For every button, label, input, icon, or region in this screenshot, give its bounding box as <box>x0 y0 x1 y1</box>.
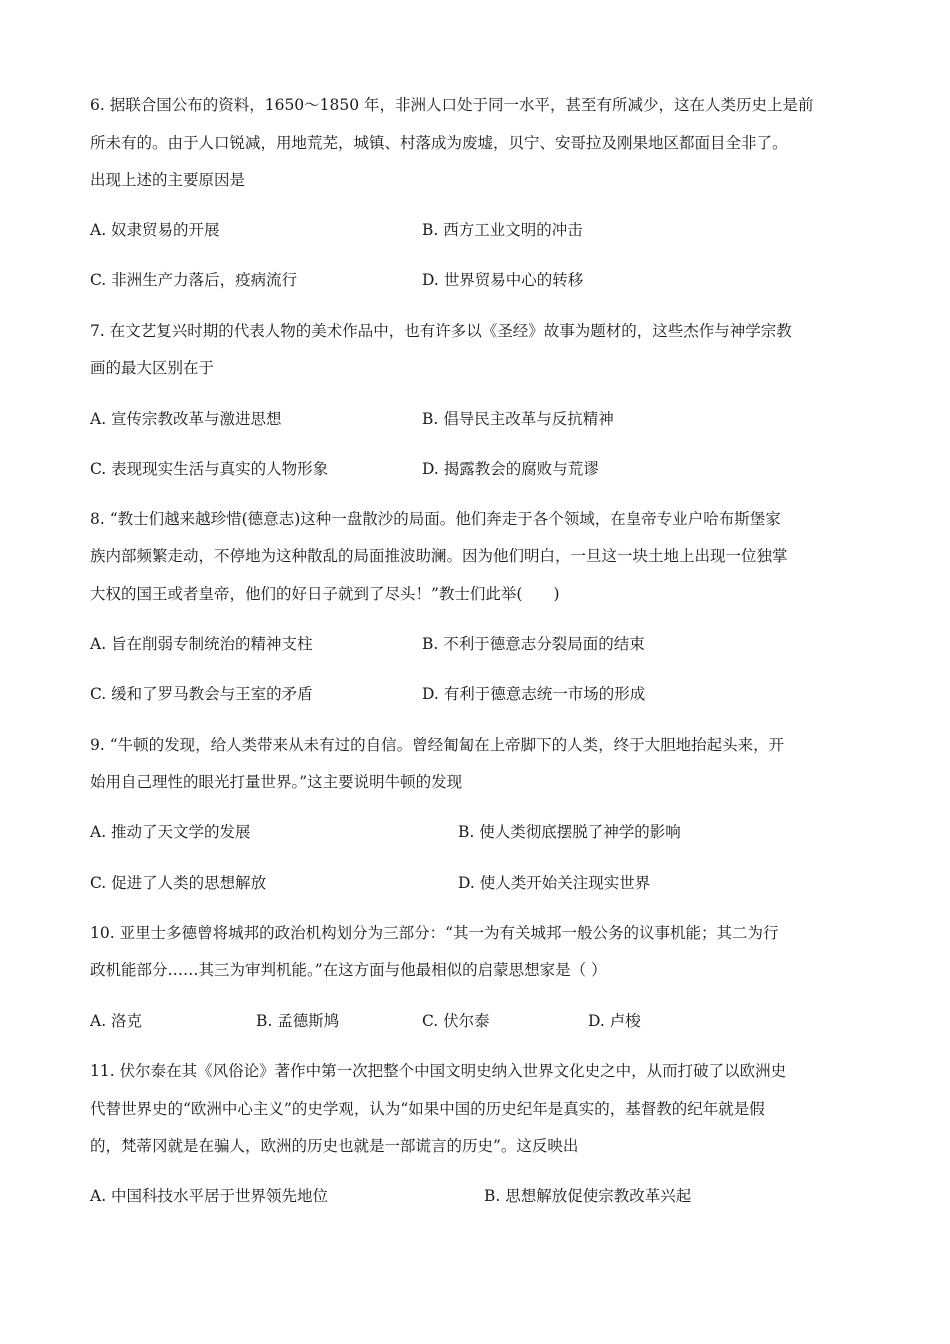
q6-option-c: C. 非洲生产力落后，疫病流行 <box>90 271 298 289</box>
q8-option-d: D. 有利于德意志统一市场的形成 <box>422 685 646 703</box>
q11-line-3: 的，梵蒂冈就是在骗人，欧洲的历史也就是一部谎言的历史”。这反映出 <box>90 1137 579 1155</box>
q7-option-b: B. 倡导民主改革与反抗精神 <box>422 410 614 428</box>
q10-option-c: C. 伏尔泰 <box>422 1012 490 1030</box>
q8-option-a: A. 旨在削弱专制统治的精神支柱 <box>90 635 313 653</box>
q6-option-a: A. 奴隶贸易的开展 <box>90 221 220 239</box>
q7-option-a: A. 宣传宗教改革与激进思想 <box>90 410 282 428</box>
q7-option-c: C. 表现现实生活与真实的人物形象 <box>90 460 329 478</box>
q10-line-2: 政机能部分……其三为审判机能。”在这方面与他最相似的启蒙思想家是（ ） <box>90 961 607 979</box>
q9-option-d: D. 使人类开始关注现实世界 <box>458 874 651 892</box>
q8-line-2: 族内部频繁走动，不停地为这种散乱的局面推波助澜。因为他们明白，一旦这一块土地上出现一位独掌 <box>90 547 788 565</box>
q10-line-1: 10. 亚里士多德曾将城邦的政治机构划分为三部分：“其一为有关城邦一般公务的议事机能；其二为行 <box>90 924 779 942</box>
q6-line-1: 6. 据联合国公布的资料，1650～1850 年，非洲人口处于同一水平，甚至有所减少，这在人类历史上是前 <box>90 96 814 114</box>
q7-option-d: D. 揭露教会的腐败与荒谬 <box>422 460 599 478</box>
q6-line-3: 出现上述的主要原因是 <box>90 171 246 189</box>
q11-option-a: A. 中国科技水平居于世界领先地位 <box>90 1187 329 1205</box>
q6-line-2: 所未有的。由于人口锐减，用地荒芜，城镇、村落成为废墟，贝宁、安哥拉及刚果地区都面目全非了。 <box>90 134 788 152</box>
q8-option-c: C. 缓和了罗马教会与王室的矛盾 <box>90 685 313 703</box>
q6-option-b: B. 西方工业文明的冲击 <box>422 221 583 239</box>
q10-option-a: A. 洛克 <box>90 1012 143 1030</box>
q8-option-b: B. 不利于德意志分裂局面的结束 <box>422 635 645 653</box>
q8-line-3: 大权的国王或者皇帝，他们的好日子就到了尽头！”教士们此举( ) <box>90 585 560 603</box>
q9-option-a: A. 推动了天文学的发展 <box>90 823 251 841</box>
q11-line-1: 11. 伏尔泰在其《风俗论》著作中第一次把整个中国文明史纳入世界文化史之中，从而打破了以欧洲史 <box>90 1062 787 1080</box>
q10-option-b: B. 孟德斯鸠 <box>256 1012 340 1030</box>
q8-line-1: 8. “教士们越来越珍惜(德意志)这种一盘散沙的局面。他们奔走于各个领域，在皇帝专业户哈布斯堡家 <box>90 510 781 528</box>
q6-option-d: D. 世界贸易中心的转移 <box>422 271 584 289</box>
q10-option-d: D. 卢梭 <box>588 1012 641 1030</box>
q9-line-1: 9. “牛顿的发现，给人类带来从未有过的自信。曾经匍匐在上帝脚下的人类，终于大胆地抬起头来，开 <box>90 736 785 754</box>
q11-option-b: B. 思想解放促使宗教改革兴起 <box>484 1187 692 1205</box>
q9-option-b: B. 使人类彻底摆脱了神学的影响 <box>458 823 681 841</box>
q9-option-c: C. 促进了人类的思想解放 <box>90 874 267 892</box>
q7-line-2: 画的最大区别在于 <box>90 359 215 377</box>
q11-line-2: 代替世界史的“欧洲中心主义”的史学观，认为“如果中国的历史纪年是真实的，基督教的纪年就是假 <box>90 1100 765 1118</box>
q7-line-1: 7. 在文艺复兴时期的代表人物的美术作品中，也有许多以《圣经》故事为题材的，这些杰作与神学宗教 <box>90 322 792 340</box>
q9-line-2: 始用自己理性的眼光打量世界。”这主要说明牛顿的发现 <box>90 773 463 791</box>
